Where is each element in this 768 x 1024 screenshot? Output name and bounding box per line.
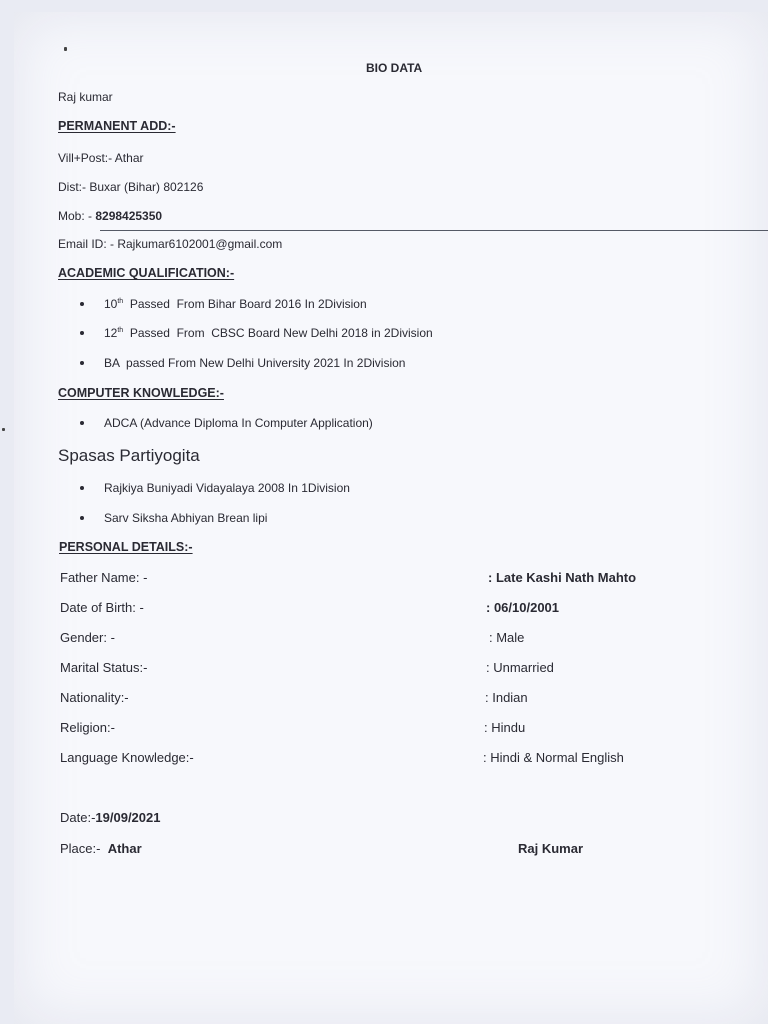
detail-label: Date of Birth: -	[60, 600, 144, 615]
date-label: Date:-	[60, 810, 96, 825]
bullet-icon	[80, 516, 84, 520]
computer-item: ADCA (Advance Diploma In Computer Application)	[80, 416, 373, 430]
detail-value: : Indian	[485, 690, 528, 705]
ink-speck	[2, 428, 5, 431]
bullet-icon	[80, 302, 84, 306]
permanent-address-heading: PERMANENT ADD:-	[58, 119, 176, 133]
academic-heading: ACADEMIC QUALIFICATION:-	[58, 266, 235, 280]
detail-value: : Unmarried	[486, 660, 554, 675]
mobile-value: 8298425350	[95, 209, 163, 223]
bullet-icon	[80, 331, 84, 335]
detail-label: Language Knowledge:-	[60, 750, 194, 765]
place-value: Athar	[107, 841, 142, 856]
detail-value: : Hindu	[484, 720, 526, 735]
document-title: BIO DATA	[366, 61, 423, 75]
detail-label: Marital Status:-	[60, 660, 148, 675]
detail-value: : 06/10/2001	[486, 600, 560, 615]
mobile-label: Mob: -	[58, 209, 96, 223]
detail-value: : Hindi & Normal English	[483, 750, 624, 765]
detail-value: : Male	[489, 630, 525, 645]
detail-label: Gender: -	[60, 630, 115, 645]
email: Email ID: - Rajkumar6102001@gmail.com	[58, 237, 283, 251]
computer-knowledge-heading: COMPUTER KNOWLEDGE:-	[58, 386, 224, 400]
bullet-icon	[80, 486, 84, 490]
signature-name: Raj Kumar	[518, 841, 584, 856]
village-post: Vill+Post:- Athar	[58, 151, 144, 165]
personal-details-heading: PERSONAL DETAILS:-	[59, 540, 193, 554]
spasas-heading: Spasas Partiyogita	[58, 446, 200, 465]
mobile	[58, 209, 162, 223]
spasas-item: Rajkiya Buniyadi Vidayalaya 2008 In 1Division	[80, 481, 350, 495]
ink-speck	[64, 47, 67, 51]
district: Dist:- Buxar (Bihar) 802126	[58, 180, 204, 194]
academic-item: BA passed From New Delhi University 2021 In 2Division	[80, 356, 405, 370]
horizontal-rule	[100, 230, 768, 231]
bullet-icon	[80, 361, 84, 365]
applicant-name: Raj kumar	[58, 90, 113, 104]
spasas-item: Sarv Siksha Abhiyan Brean lipi	[80, 511, 267, 525]
bullet-icon	[80, 421, 84, 425]
place-label: Place:-	[60, 841, 108, 856]
place-line	[60, 841, 142, 856]
detail-label: Nationality:-	[60, 690, 129, 705]
academic-item: 10th Passed From Bihar Board 2016 In 2Division	[80, 297, 367, 311]
detail-label: Religion:-	[60, 720, 115, 735]
detail-label: Father Name: -	[60, 570, 148, 585]
detail-value: : Late Kashi Nath Mahto	[488, 570, 637, 585]
date-value: 19/09/2021	[95, 810, 161, 825]
academic-item: 12th Passed From CBSC Board New Delhi 2018 in 2Division	[80, 326, 433, 340]
date-line	[60, 810, 160, 825]
